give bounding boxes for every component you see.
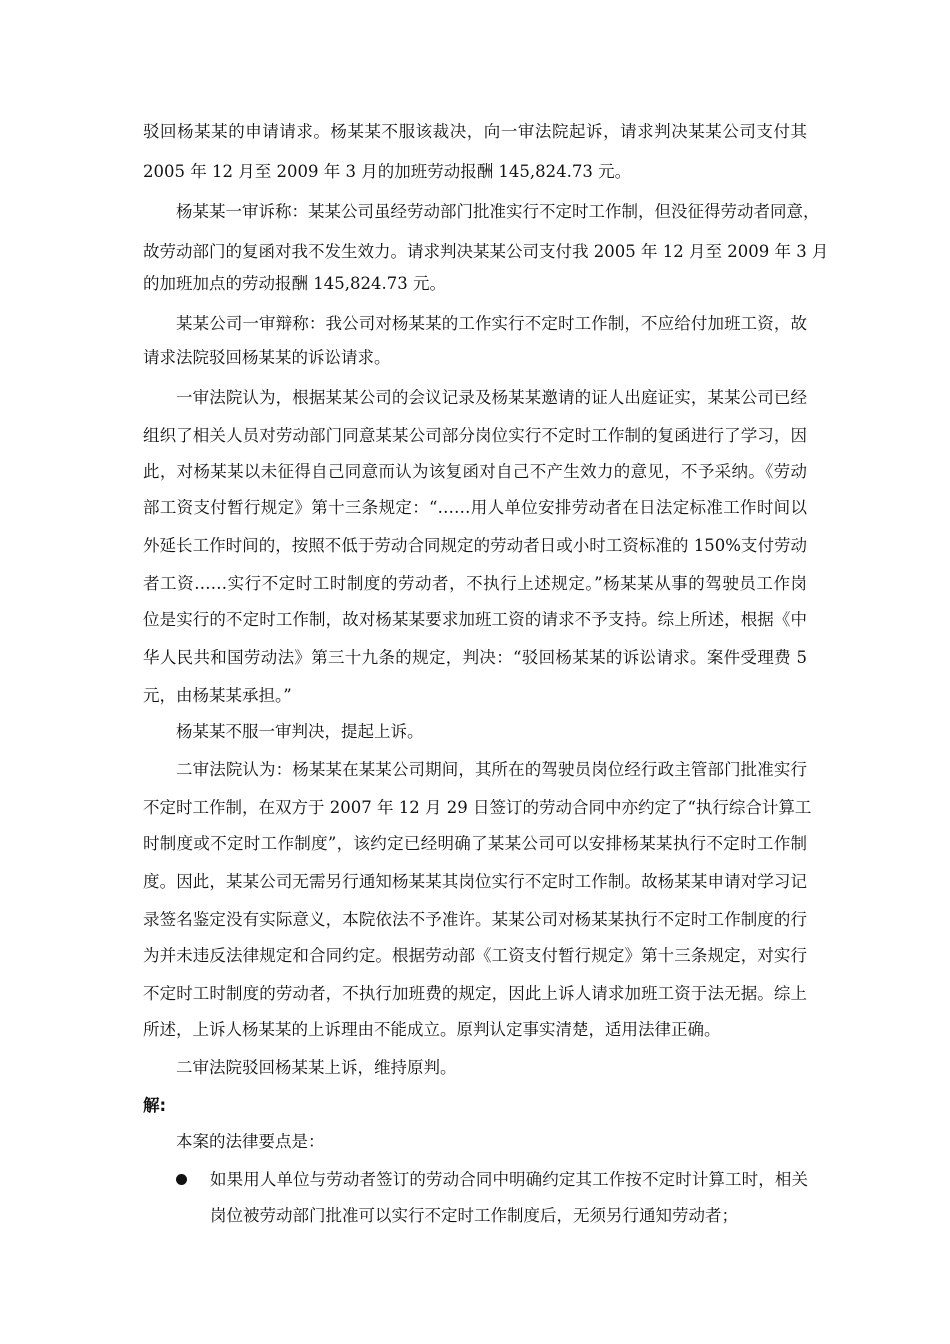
paragraph-line: 杨某某一审诉称：某某公司虽经劳动部门批准实行不定时工作制，但没征得劳动者同意，: [176, 202, 820, 221]
paragraph-line: 此，对杨某某以未征得自己同意而认为该复函对自己不产生效力的意见，不予采纳。《劳动: [143, 462, 807, 481]
paragraph-line: 部工资支付暂行规定》第十三条规定：“……用人单位安排劳动者在日法定标准工作时间以: [143, 498, 807, 517]
paragraph-line: 杨某某不服一审判决，提起上诉。: [176, 722, 424, 741]
bullet-line: 岗位被劳动部门批准可以实行不定时工作制度后，无须另行通知劳动者；: [210, 1206, 738, 1225]
bullet-line: 如果用人单位与劳动者签订的劳动合同中明确约定其工作按不定时计算工时，相关: [210, 1170, 808, 1189]
paragraph-line: 所述，上诉人杨某某的上诉理由不能成立。原判认定事实清楚，适用法律正确。: [143, 1020, 721, 1039]
paragraph-line: 二审法院驳回杨某某上诉，维持原判。: [176, 1058, 457, 1077]
intro-line: 本案的法律要点是：: [176, 1132, 325, 1151]
paragraph-line: 二审法院认为：杨某某在某某公司期间，其所在的驾驶员岗位经行政主管部门批准实行: [176, 760, 807, 779]
paragraph-line: 度。因此，某某公司无需另行通知杨某某其岗位实行不定时工作制。故杨某某申请对学习记: [143, 872, 807, 891]
paragraph-line: 一审法院认为，根据某某公司的会议记录及杨某某邀请的证人出庭证实，某某公司已经: [176, 388, 807, 407]
paragraph-line: 组织了相关人员对劳动部门同意某某公司部分岗位实行不定时工作制的复函进行了学习，因: [143, 426, 807, 445]
paragraph-line: 驳回杨某某的申请请求。杨某某不服该裁决，向一审法院起诉，请求判决某某公司支付其: [143, 122, 807, 141]
paragraph-line: 不定时工作制，在双方于 2007 年 12 月 29 日签订的劳动合同中亦约定了“执行综合计算工: [143, 798, 812, 817]
paragraph-line: 的加班加点的劳动报酬 145,824.73 元。: [143, 274, 446, 293]
paragraph-line: 为并未违反法律规定和合同约定。根据劳动部《工资支付暂行规定》第十三条规定，对实行: [143, 946, 807, 965]
paragraph-line: 时制度或不定时工作制度”，该约定已经明确了某某公司可以安排杨某某执行不定时工作制: [143, 834, 807, 853]
section-heading: 解:: [143, 1096, 167, 1115]
paragraph-line: 外延长工作时间的，按照不低于劳动合同规定的劳动者日或小时工资标准的 150%支付劳动: [143, 536, 807, 555]
paragraph-line: 者工资……实行不定时工时制度的劳动者，不执行上述规定。”杨某某从事的驾驶员工作岗: [143, 574, 807, 593]
paragraph-line: 录签名鉴定没有实际意义，本院依法不予准许。某某公司对杨某某执行不定时工作制度的行: [143, 910, 807, 929]
paragraph-line: 华人民共和国劳动法》第三十九条的规定，判决：“驳回杨某某的诉讼请求。案件受理费 5: [143, 648, 807, 667]
paragraph-line: 不定时工时制度的劳动者，不执行加班费的规定，因此上诉人请求加班工资于法无据。综上: [143, 984, 807, 1003]
paragraph-line: 2005 年 12 月至 2009 年 3 月的加班劳动报酬 145,824.73 元。: [143, 162, 632, 181]
paragraph-line: 请求法院驳回杨某某的诉讼请求。: [143, 348, 391, 367]
paragraph-line: 某某公司一审辩称：我公司对杨某某的工作实行不定时工作制，不应给付加班工资，故: [176, 314, 807, 333]
bullet-icon: [176, 1174, 187, 1185]
paragraph-line: 元，由杨某某承担。”: [143, 686, 292, 705]
paragraph-line: 位是实行的不定时工作制，故对杨某某要求加班工资的请求不予支持。综上所述，根据《中: [143, 610, 807, 629]
paragraph-line: 故劳动部门的复函对我不发生效力。请求判决某某公司支付我 2005 年 12 月至 2009 年 3 月: [143, 242, 829, 261]
